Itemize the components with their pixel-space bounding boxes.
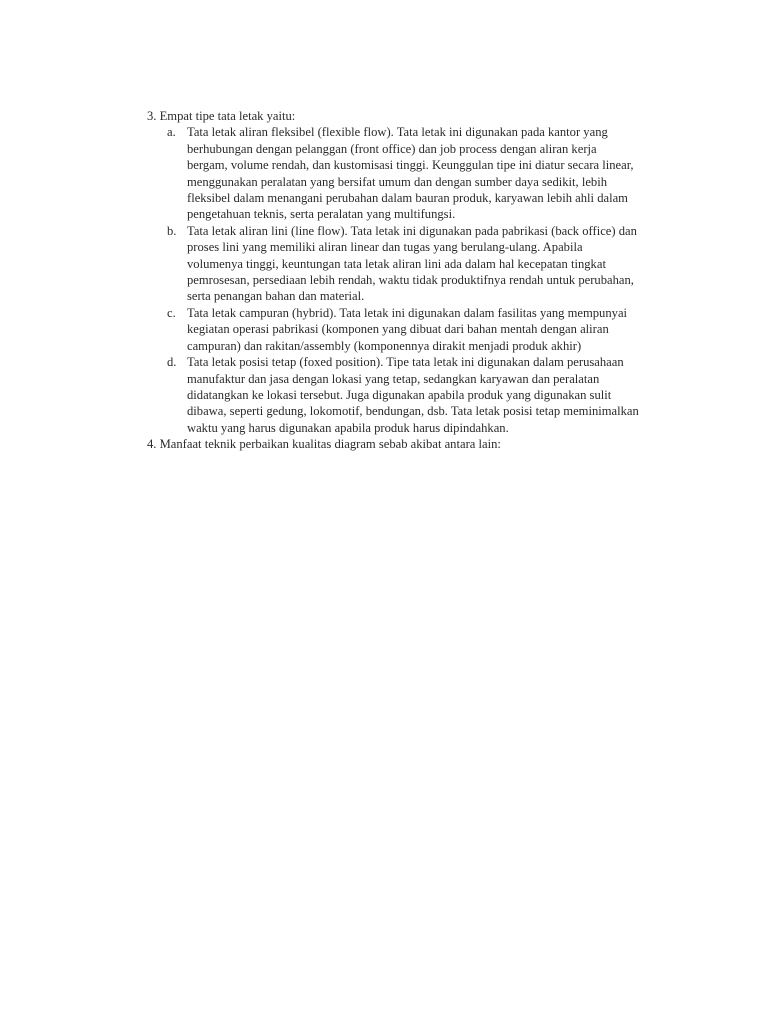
list-marker: a. xyxy=(167,125,176,140)
text-line: kegiatan operasi pabrikasi (komponen yang dibuat dari bahan mentah dengan aliran xyxy=(187,322,609,337)
text-line: Tata letak posisi tetap (foxed position). Tipe tata letak ini digunakan dalam perusahaan xyxy=(187,355,624,370)
text-line: campuran) dan rakitan/assembly (komponennya dirakit menjadi produk akhir) xyxy=(187,338,582,353)
list-item-text xyxy=(187,223,667,305)
text-line: Tata letak campuran (hybrid). Tata letak ini digunakan dalam fasilitas yang mempunyai xyxy=(187,305,628,320)
text-line: pemrosesan, persediaan lebih rendah, waktu tidak produktifnya rendah untuk perubahan, xyxy=(187,273,634,288)
text-line: proses lini yang memiliki aliran linear dan tugas yang berulang-ulang. Apabila xyxy=(187,240,583,255)
text-line: serta penangan bahan dan material. xyxy=(187,289,365,304)
list-marker: b. xyxy=(167,223,177,238)
text-line: waktu yang harus digunakan apabila produk harus dipindahkan. xyxy=(187,420,509,435)
text-line: fleksibel dalam menangani perubahan dalam bauran produk, karyawan lebih ahli dalam xyxy=(187,191,628,206)
text-line: dibawa, seperti gedung, lokomotif, bendungan, dsb. Tata letak posisi tetap meminimalkan xyxy=(187,404,639,419)
layout-types-list xyxy=(147,124,667,436)
text-line: pengetahuan teknis, serta peralatan yang multifungsi. xyxy=(187,207,456,222)
list-item-d xyxy=(147,354,667,436)
text-line: bergam, volume rendah, dan kustomisasi tinggi. Keunggulan tipe ini diatur secara linear, xyxy=(187,158,634,173)
text-line: manufaktur dan jasa dengan lokasi yang tetap, sedangkan karyawan dan peralatan xyxy=(187,371,600,386)
list-item-text xyxy=(187,124,667,222)
document-content xyxy=(147,108,667,453)
question-4-heading: 4. Manfaat teknik perbaikan kualitas diagram sebab akibat antara lain: xyxy=(147,437,501,452)
text-line: Tata letak aliran lini (line flow). Tata letak ini digunakan pada pabrikasi (back office) dan xyxy=(187,223,637,238)
text-line: volumenya tinggi, keuntungan tata letak aliran lini ada dalam hal kecepatan tingkat xyxy=(187,256,606,271)
list-item-b xyxy=(147,223,667,305)
text-line: menggunakan peralatan yang bersifat umum dan dengan sumber daya sedikit, lebih xyxy=(187,174,608,189)
list-item-text xyxy=(187,305,667,354)
text-line: didatangkan ke lokasi tersebut. Juga digunakan apabila produk yang digunakan sulit xyxy=(187,387,612,402)
text-line: berhubungan dengan pelanggan (front office) dan job process dengan aliran kerja xyxy=(187,141,597,156)
list-marker: c. xyxy=(167,305,176,320)
list-marker: d. xyxy=(167,355,177,370)
list-item-text xyxy=(187,354,667,436)
question-3-heading: 3. Empat tipe tata letak yaitu: xyxy=(147,109,296,123)
text-line: Tata letak aliran fleksibel (flexible flow). Tata letak ini digunakan pada kantor yang xyxy=(187,125,608,140)
list-item-a xyxy=(147,124,667,222)
list-item-c xyxy=(147,305,667,354)
